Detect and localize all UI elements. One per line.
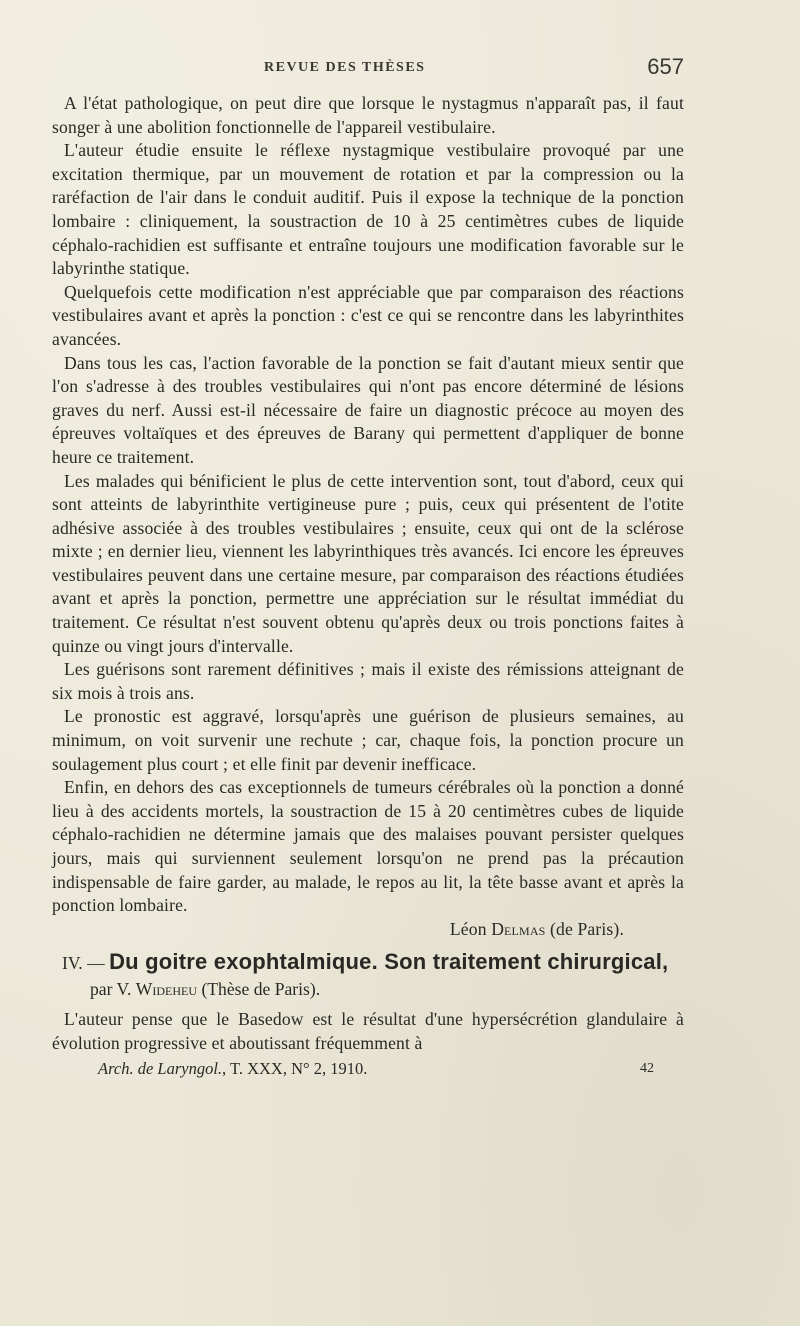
running-title: REVUE DES THÈSES	[264, 60, 426, 75]
paragraph-4: Dans tous les cas, l'action favorable de la ponction se fait d'autant mieux sentir que l'on s'adresse à des troubles vestibulaires qui n'ont pas encore déterminé de lésions graves du nerf. Aussi est-il nécessaire de faire un diagnostic précoce au moyen des épreuves voltaïques et des épreuves de Barany qui permettent d'appliquer de bonne heure ce traitement.	[52, 352, 684, 467]
section-paragraph: L'auteur pense que le Basedow est le résultat d'une hypersécrétion glandulaire à évolution progressive et aboutissant fréquemment à	[52, 1009, 684, 1053]
section-heading	[52, 949, 684, 1002]
section-body	[52, 1008, 684, 1055]
signature-suffix: (de Paris).	[545, 918, 624, 939]
footer-details: , T. XXX, N° 2, 1910.	[222, 1058, 368, 1078]
section-author: Wideheu	[135, 979, 198, 1000]
paragraph-2: L'auteur étudie ensuite le réflexe nystagmique vestibulaire provoqué par une excitation thermique, par un mouvement de rotation et par la compression ou la raréfaction de l'air dans le conduit auditif. Puis il expose la technique de la ponction lombaire : cliniquement, la soustraction de 10 à 25 centimètres cubes de liquide céphalo-rachidien est suffisante et entraîne toujours une modification favorable sur le labyrinthe statique.	[52, 140, 684, 279]
running-head	[52, 52, 684, 92]
section-by-prefix: par V.	[90, 979, 136, 1000]
page-number: 657	[647, 54, 684, 79]
section-iv	[52, 949, 684, 1055]
footer-citation	[98, 1058, 684, 1082]
document-page	[52, 52, 684, 1082]
signature-surname: Delmas	[491, 918, 546, 939]
paragraph-8: Enfin, en dehors des cas exceptionnels de tumeurs cérébrales où la ponction a donné lieu à des accidents mortels, la soustraction de 15 à 20 centimètres cubes de liquide céphalo-rachidien ne détermine jamais que des malaises pouvant persister quelques jours, mais qui surviennent seulement lorsqu'on ne prend pas la précaution indispensable de faire garder, au malade, le repos au lit, la tête basse avant et après la ponction lombaire.	[52, 777, 684, 916]
paragraph-5: Les malades qui bénificient le plus de cette intervention sont, tout d'abord, ceux qui sont atteints de labyrinthite vertigineuse pure ; puis, ceux qui présentent de l'otite adhésive associée à des troubles vestibulaires ; ensuite, ceux qui ont de la sclérose mixte ; en dernier lieu, viennent les labyrinthiques très avancés. Ici encore les épreuves vestibulaires peuvent dans une certaine mesure, par comparaison des réactions étudiées avant et après la ponction, permettre une appréciation sur le résultat immédiat du traitement. Ce résultat n'est souvent obtenu qu'après deux ou trois ponctions faites à quinze ou vingt jours d'intervalle.	[52, 470, 684, 656]
paragraph-6: Les guérisons sont rarement définitives ; mais il existe des rémissions atteignant de six mois à trois ans.	[52, 659, 684, 703]
paragraph-1: A l'état pathologique, on peut dire que lorsque le nystagmus n'apparaît pas, il faut songer à une abolition fonctionnelle de l'appareil vestibulaire.	[52, 93, 684, 137]
paragraph-7: Le pronostic est aggravé, lorsqu'après une guérison de plusieurs semaines, au minimum, on voit survenir une rechute ; car, chaque fois, la ponction procure un soulagement plus court ; et elle finit par devenir inefficace.	[52, 706, 684, 774]
footer-journal: Arch. de Laryngol.	[98, 1058, 223, 1078]
article-body	[52, 92, 684, 941]
section-title: Du goitre exophtalmique. Son traitement chirurgical,	[109, 949, 669, 975]
section-number: IV. —	[62, 953, 110, 974]
footer-signature-mark: 42	[640, 1060, 654, 1076]
paragraph-3: Quelquefois cette modification n'est appréciable que par comparaison des réactions vestibulaires avant et après la ponction : c'est ce qui se rencontre dans les labyrinthites avancées.	[52, 281, 684, 349]
section-by-suffix: (Thèse de Paris).	[197, 979, 321, 1000]
author-signature	[52, 918, 684, 942]
signature-name-prefix: Léon	[449, 918, 492, 939]
